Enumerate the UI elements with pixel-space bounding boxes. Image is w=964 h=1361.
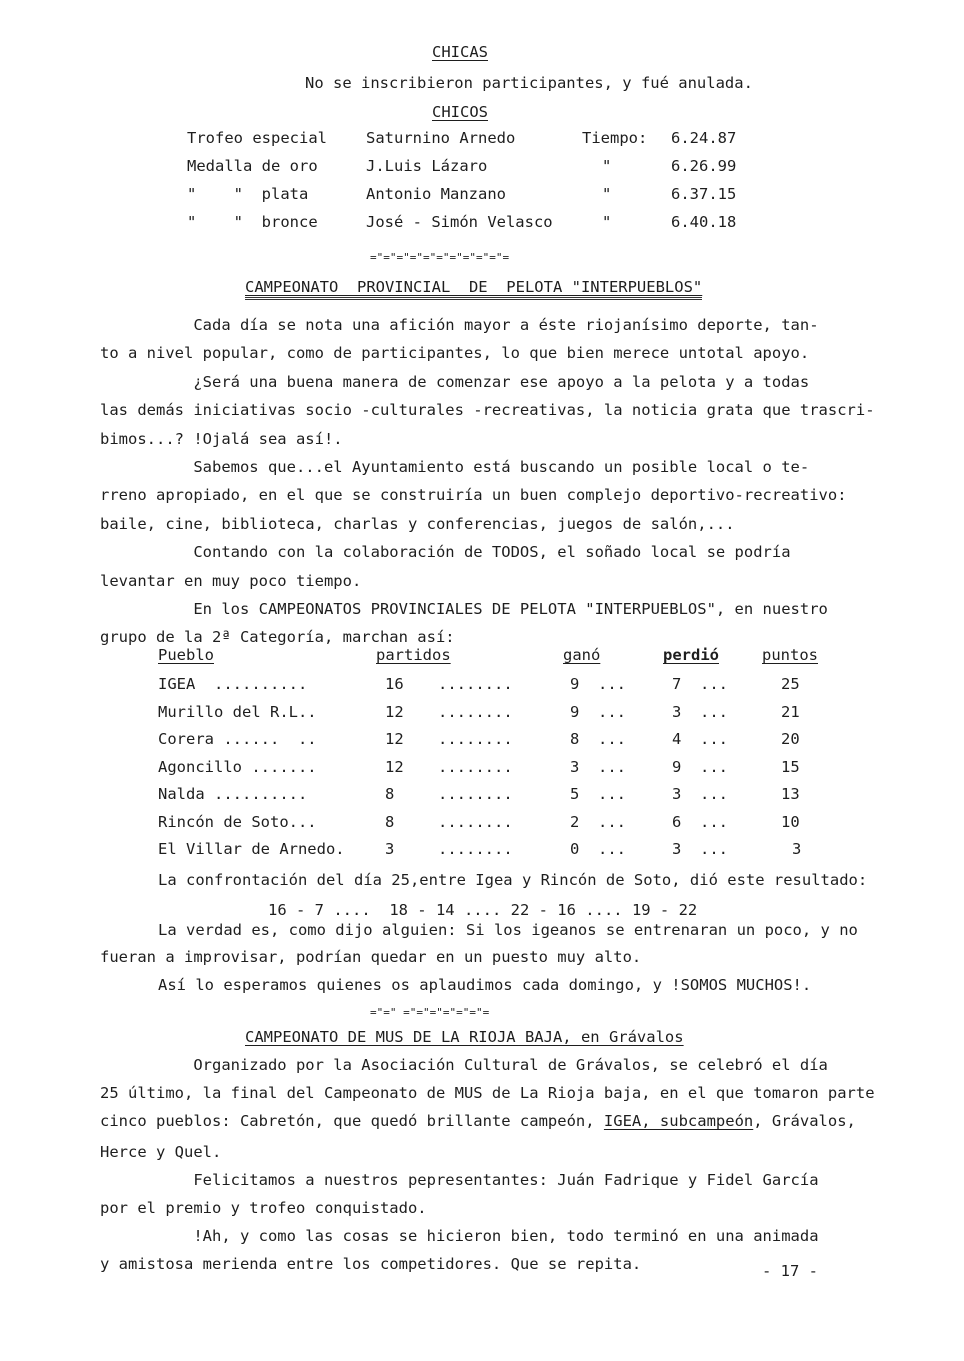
dots: ...	[598, 675, 626, 693]
mus-heading: CAMPEONATO DE MUS DE LA RIOJA BAJA, en Grávalos	[245, 1028, 684, 1046]
paragraph-line: y amistosa merienda entre los competidores. Que se repita.	[100, 1255, 642, 1273]
match-scores: 16 - 7 .... 18 - 14 .... 22 - 16 .... 19 - 22	[268, 901, 698, 919]
paragraph-line: las demás iniciativas socio -culturales -recreativas, la noticia grata que trascri-	[100, 401, 875, 420]
table-cell-partidos: 12	[385, 757, 404, 776]
table-cell-perdio: 9	[672, 757, 682, 776]
dots: ...	[700, 785, 728, 803]
table-cell-gano: 9	[570, 675, 580, 693]
match-text: fueran a improvisar, podrían quedar en un puesto muy alto.	[100, 948, 642, 966]
table-cell-partidos: 12	[385, 702, 404, 721]
paragraph-line: Felicitamos a nuestros pepresentantes: Juán Fadrique y Fidel García	[100, 1171, 819, 1189]
match-text: Así lo esperamos quienes os aplaudimos cada domingo, y !SOMOS MUCHOS!.	[158, 976, 812, 994]
dots: ........	[438, 702, 513, 721]
result-award: Medalla de oro	[187, 157, 318, 175]
table-cell-puntos: 21	[781, 702, 800, 721]
paragraph-line: ¿Será una buena manera de comenzar ese apoyo a la pelota y a todas	[100, 372, 810, 391]
paragraph-line: grupo de la 2ª Categoría, marchan así:	[100, 628, 455, 647]
table-header: partidos	[376, 646, 451, 664]
result-label: "	[602, 213, 612, 231]
paragraph-line: Organizado por la Asociación Cultural de Grávalos, se celebró el día	[100, 1056, 828, 1074]
table-cell-gano: 0	[570, 840, 580, 858]
match-line: La confrontación del día 25,entre Igea y Rincón de Soto, dió este resultado:	[158, 871, 868, 889]
paragraph-line: to a nivel popular, como de participantes, lo que bien merece untotal apoyo.	[100, 344, 810, 363]
paragraph-line: Contando con la colaboración de TODOS, el soñado local se podría	[100, 543, 791, 562]
chicas-heading: CHICAS	[432, 43, 488, 61]
dots: ...	[700, 702, 728, 721]
paragraph-line: !Ah, y como las cosas se hicieron bien, todo terminó en una animada	[100, 1227, 819, 1245]
table-cell-partidos: 3	[385, 840, 395, 858]
paragraph-line: Sabemos que...el Ayuntamiento está buscando un posible local o te-	[100, 458, 810, 476]
table-cell-gano: 8	[570, 730, 580, 748]
table-cell-pueblo: Rincón de Soto...	[158, 812, 317, 831]
table-cell-pueblo: IGEA ..........	[158, 675, 308, 693]
result-time: 6.24.87	[671, 129, 737, 147]
result-award: Trofeo especial	[187, 129, 327, 147]
result-time: 6.40.18	[671, 213, 737, 231]
match-text: La verdad es, como dijo alguien: Si los igeanos se entrenaran un poco, y no	[158, 921, 858, 939]
table-cell-perdio: 3	[672, 840, 682, 858]
text: cinco pueblos: Cabretón, que quedó brillante campeón,	[100, 1112, 604, 1130]
table-cell-puntos: 25	[781, 675, 800, 693]
table-cell-gano: 2	[570, 812, 580, 831]
result-award: " " plata	[187, 185, 309, 203]
result-time: 6.26.99	[671, 157, 737, 175]
dots: ...	[598, 730, 626, 748]
dots: ...	[598, 757, 626, 776]
result-name: Antonio Manzano	[366, 185, 506, 203]
table-cell-puntos: 3	[792, 840, 802, 858]
dots: ...	[598, 702, 626, 721]
table-cell-gano: 9	[570, 702, 580, 721]
table-header: perdió	[663, 646, 719, 664]
table-cell-pueblo: Corera ...... ..	[158, 730, 317, 748]
table-cell-perdio: 6	[672, 812, 682, 831]
paragraph-line: En los CAMPEONATOS PROVINCIALES DE PELOTA "INTERPUEBLOS", en nuestro	[100, 600, 828, 618]
table-cell-gano: 5	[570, 785, 580, 803]
table-cell-perdio: 4	[672, 730, 682, 748]
dots: ...	[598, 785, 626, 803]
dots: ...	[598, 840, 626, 858]
pelota-heading: CAMPEONATO PROVINCIAL DE PELOTA "INTERPUEBLOS"	[245, 280, 702, 300]
table-cell-puntos: 10	[781, 812, 800, 831]
text: , Grávalos,	[753, 1112, 856, 1130]
chicas-note: No se inscribieron participantes, y fué anulada.	[305, 74, 753, 92]
dots: ........	[438, 812, 513, 831]
table-cell-partidos: 16	[385, 675, 404, 693]
table-cell-perdio: 7	[672, 675, 682, 693]
paragraph-line: levantar en muy poco tiempo.	[100, 571, 362, 590]
table-cell-puntos: 20	[781, 730, 800, 748]
dots: ...	[700, 730, 728, 748]
paragraph-line: Cada día se nota una afición mayor a éste riojanísimo deporte, tan-	[100, 316, 819, 334]
dots: ........	[438, 785, 513, 803]
result-award: " " bronce	[187, 213, 318, 231]
result-name: José - Simón Velasco	[366, 213, 553, 231]
igea-highlight: IGEA, subcampeón	[603, 1112, 754, 1130]
table-header: puntos	[762, 646, 818, 664]
paragraph-line: baile, cine, biblioteca, charlas y conferencias, juegos de salón,...	[100, 514, 735, 533]
result-name: Saturnino Arnedo	[366, 129, 516, 147]
dots: ........	[438, 730, 513, 748]
table-cell-puntos: 15	[781, 757, 800, 776]
result-time: 6.37.15	[671, 185, 737, 203]
dots: ...	[598, 812, 626, 831]
result-label: Tiempo:	[582, 129, 648, 147]
result-label: "	[602, 185, 612, 203]
paragraph-line: 25 último, la final del Campeonato de MUS de La Rioja baja, en el que tomaron parte	[100, 1084, 875, 1102]
table-cell-partidos: 8	[385, 812, 395, 831]
dots: ........	[438, 757, 513, 776]
separator: ="="="="="="="="="="=	[370, 251, 510, 264]
table-cell-pueblo: Nalda ..........	[158, 785, 308, 803]
table-cell-partidos: 8	[385, 785, 395, 803]
paragraph-line	[100, 1114, 856, 1130]
dots: ...	[700, 812, 728, 831]
dots: ........	[438, 840, 513, 858]
table-header: Pueblo	[158, 646, 214, 664]
table-cell-puntos: 13	[781, 785, 800, 803]
table-cell-perdio: 3	[672, 785, 682, 803]
separator: ="=" ="="="="="="=	[370, 1006, 490, 1019]
table-cell-pueblo: El Villar de Arnedo.	[158, 840, 345, 858]
table-cell-gano: 3	[570, 757, 580, 776]
table-cell-partidos: 12	[385, 730, 404, 748]
paragraph-line: Herce y Quel.	[100, 1143, 222, 1161]
paragraph-line: rreno apropiado, en el que se construiría un buen complejo deportivo-recreativo:	[100, 486, 847, 505]
chicos-heading: CHICOS	[432, 103, 488, 121]
table-cell-pueblo: Murillo del R.L..	[158, 702, 317, 721]
table-cell-pueblo: Agoncillo .......	[158, 757, 317, 776]
result-name: J.Luis Lázaro	[366, 157, 488, 175]
page-number: - 17 -	[762, 1262, 818, 1280]
dots: ...	[700, 675, 728, 693]
dots: ........	[438, 675, 513, 693]
paragraph-line: por el premio y trofeo conquistado.	[100, 1199, 427, 1217]
paragraph-line: bimos...? !Ojalá sea así!.	[100, 429, 343, 448]
table-cell-perdio: 3	[672, 702, 682, 721]
result-label: "	[602, 157, 612, 175]
dots: ...	[700, 840, 728, 858]
dots: ...	[700, 757, 728, 776]
table-header: ganó	[563, 646, 601, 664]
